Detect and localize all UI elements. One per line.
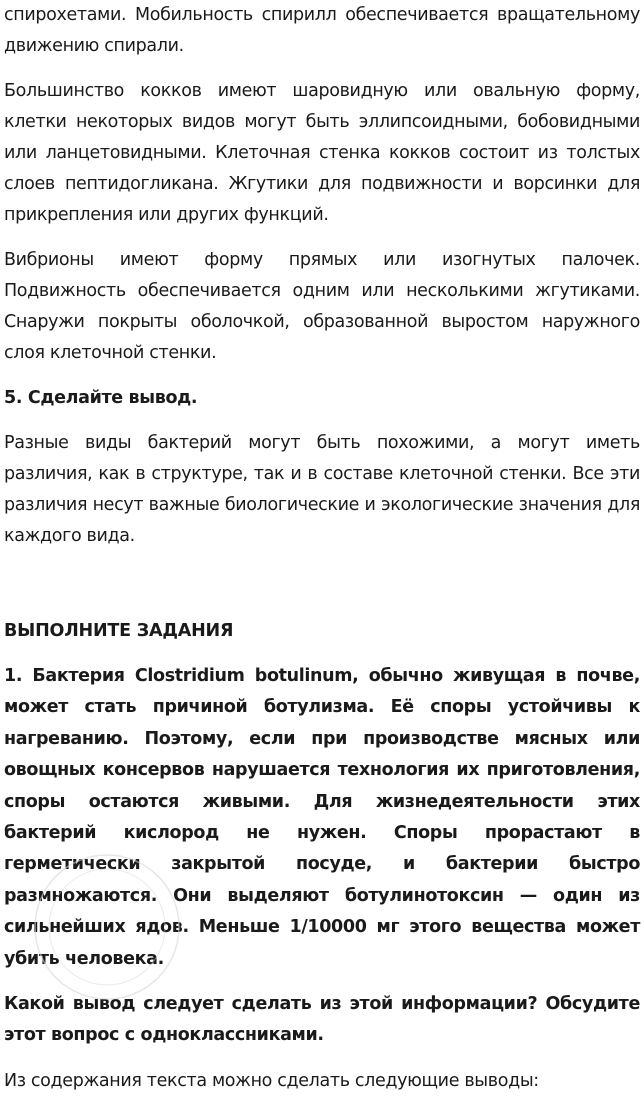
tasks-section-title: ВЫПОЛНИТЕ ЗАДАНИЯ: [4, 621, 234, 641]
task-1-question: Какой вывод следует сделать из этой информации? Обсудите этот вопрос с одноклассниками.: [4, 994, 640, 1046]
document-page: [4, 0, 640, 1097]
paragraph-vibrios: Вибрионы имеют форму прямых или изогнутых палочек. Подвижность обеспечивается одним или несколькими жгутиками. Снаружи покрыты оболочкой, образованной выростом наружного слоя клеточной стенки.: [4, 250, 640, 363]
step-5-heading: 5. Сделайте вывод.: [4, 388, 198, 408]
answer-intro: Из содержания текста можно сделать следующие выводы:: [4, 1070, 539, 1091]
paragraph-cocci: Большинство кокков имеют шаровидную или овальную форму, клетки некоторых видов могут быть эллипсоидными, бобовидными или ланцетовидными. Клеточная стенка кокков состоит из толстых слоев пептидогликана. Жгутики для подвижности и ворсинки для прикрепления или других функций.: [4, 81, 640, 225]
task-1-text: 1. Бактерия Clostridium botulinum, обычно живущая в почве, может стать причиной ботулизма. Её споры устойчивы к нагреванию. Поэтому, если при производстве мясных или овощных консервов нарушается технология их приготовления, споры остаются живыми. Для жизнедеятельности этих бактерий кислород не нужен. Споры прорастают в герметически закрытой посуде, и бактерии быстро размножаются. Они выделяют ботулинотоксин — один из сильнейших ядов. Меньше 1/10000 мг этого вещества может убить человека.: [4, 666, 640, 969]
paragraph-conclusion: Разные виды бактерий могут быть похожими, а могут иметь различия, как в структуре, так и в составе клеточной стенки. Все эти различия несут важные биологические и экологические значения для каждого вида.: [4, 433, 640, 546]
paragraph-spirilla: спирохетами. Мобильность спирилл обеспечивается вращательному движению спирали.: [4, 5, 640, 56]
